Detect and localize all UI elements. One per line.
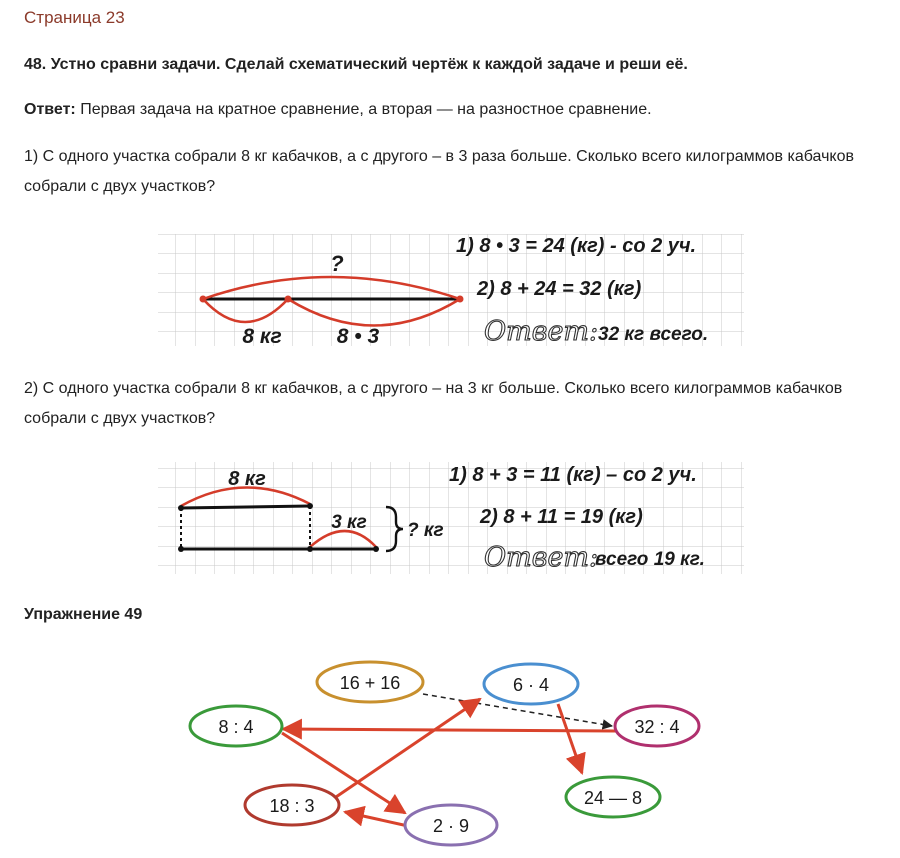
solution-step2: 2) 8 + 11 = 19 (кг) — [480, 506, 643, 528]
label-3kg: 3 кг — [331, 512, 367, 533]
answer-word-cursive: Ответ: — [484, 316, 599, 347]
node-label: 6 · 4 — [512, 675, 550, 695]
node-label: 16 + 16 — [339, 673, 401, 693]
point — [457, 296, 464, 303]
node-label: 32 : 4 — [634, 717, 680, 737]
arrow — [345, 812, 408, 826]
solution-step1: 1) 8 + 3 = 11 (кг) – со 2 уч. — [449, 464, 697, 486]
point — [307, 546, 313, 552]
answer-label: Ответ: — [24, 101, 76, 118]
node-label: 8 : 4 — [218, 717, 254, 737]
solution-step2: 2) 8 + 24 = 32 (кг) — [477, 278, 642, 300]
node-2-times-9 — [405, 805, 497, 845]
problem1-text: 1) С одного участка собрали 8 кг кабачков, а с другого – в 3 раза больше. Сколько всего килограммов кабачков собрали с двух участков? — [24, 148, 855, 195]
solution-answer: 32 кг всего. — [598, 324, 709, 345]
point — [307, 503, 313, 509]
arrow — [558, 704, 582, 773]
exercise-title: Упражнение 49 — [24, 606, 143, 623]
point — [285, 296, 292, 303]
solution-answer: всего 19 кг. — [595, 549, 705, 570]
label-8x3: 8 • 3 — [336, 325, 380, 348]
label-8kg: 8 кг — [242, 325, 282, 348]
label-8kg: 8 кг — [228, 468, 266, 490]
node-8-div-4 — [190, 706, 282, 746]
exercise49-diagram — [190, 662, 699, 845]
segment-top — [181, 506, 310, 508]
node-label: 18 : 3 — [269, 796, 315, 816]
task-title: 48. Устно сравни задачи. Сделай схематический чертёж к каждой задаче и реши её. — [24, 56, 688, 73]
figure2-scheme — [158, 462, 744, 574]
question-mark: ? — [330, 251, 344, 276]
node-label: 2 · 9 — [432, 816, 470, 836]
node-16-plus-16 — [317, 662, 423, 702]
point — [373, 546, 379, 552]
node-label: 24 — 8 — [583, 788, 643, 808]
arrow — [333, 699, 480, 799]
point — [200, 296, 207, 303]
node-6-times-4 — [484, 664, 578, 704]
figure1-scheme — [158, 234, 744, 348]
problem2-text: 2) С одного участка собрали 8 кг кабачков, а с другого – на 3 кг больше. Сколько всего килограммов кабачков собрали с двух участков? — [24, 380, 843, 427]
point — [178, 505, 184, 511]
node-18-div-3 — [245, 785, 339, 825]
point — [178, 546, 184, 552]
node-24-minus-8 — [566, 777, 660, 817]
brace-label: ? кг — [407, 520, 444, 541]
answer-text: Первая задача на кратное сравнение, а вторая — на разностное сравнение. — [75, 101, 652, 118]
page-label: Страница 23 — [24, 8, 125, 27]
answer-word-cursive: Ответ: — [484, 542, 599, 573]
node-32-div-4 — [615, 706, 699, 746]
solution-step1: 1) 8 • 3 = 24 (кг) - со 2 уч. — [456, 235, 697, 257]
